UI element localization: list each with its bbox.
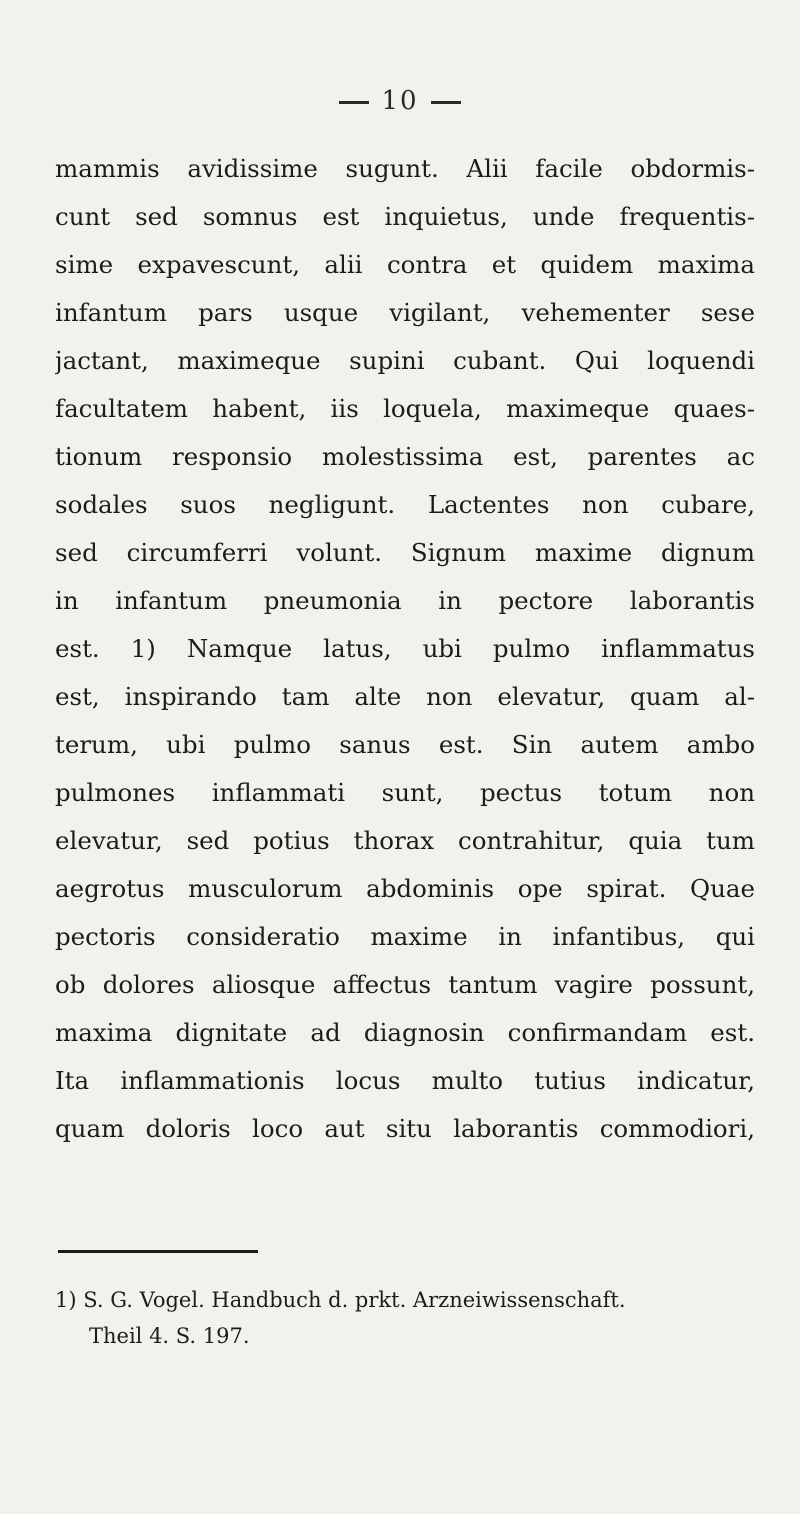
text-line: in infantum pneumonia in pectore laborantis (55, 586, 755, 615)
text-line: maxima dignitate ad diagnosin confirmandam est. (55, 1018, 755, 1047)
text-line: jactant, maximeque supini cubant. Qui loquendi (55, 346, 755, 375)
text-line: sime expavescunt, alii contra et quidem maxima (55, 250, 755, 279)
text-line: sodales suos negligunt. Lactentes non cubare, (55, 490, 755, 519)
text-line: est. 1) Namque latus, ubi pulmo inflammatus (55, 634, 755, 663)
footnote-line: 1) S. G. Vogel. Handbuch d. prkt. Arzneiwissenschaft. (55, 1288, 626, 1312)
text-line: tionum responsio molestissima est, parentes ac (55, 442, 755, 471)
text-line: facultatem habent, iis loquela, maximeque quaes- (55, 394, 755, 423)
page-number-text: 10 (381, 86, 419, 116)
text-line: cunt sed somnus est inquietus, unde frequentis- (55, 202, 755, 231)
text-line: infantum pars usque vigilant, vehementer sese (55, 298, 755, 327)
text-line: est, inspirando tam alte non elevatur, quam al- (55, 682, 755, 711)
dash-left (339, 101, 369, 104)
footnote (55, 1282, 755, 1354)
text-line: elevatur, sed potius thorax contrahitur, quia tum (55, 826, 755, 855)
text-line: Ita inflammationis locus multo tutius indicatur, (55, 1066, 755, 1095)
footnote-line: Theil 4. S. 197. (89, 1324, 250, 1348)
text-line: ob dolores aliosque affectus tantum vagire possunt, (55, 970, 755, 999)
footnote-separator (58, 1250, 258, 1253)
text-line: sed circumferri volunt. Signum maxime dignum (55, 538, 755, 567)
text-line: quam doloris loco aut situ laborantis commodiori, (55, 1114, 755, 1143)
page-number (0, 86, 800, 116)
text-line: pulmones inflammati sunt, pectus totum non (55, 778, 755, 807)
text-line: aegrotus musculorum abdominis ope spirat. Quae (55, 874, 755, 903)
text-line: mammis avidissime sugunt. Alii facile obdormis- (55, 154, 755, 183)
text-line: pectoris consideratio maxime in infantibus, qui (55, 922, 755, 951)
dash-right (431, 101, 461, 104)
text-line: terum, ubi pulmo sanus est. Sin autem ambo (55, 730, 755, 759)
body-text (55, 145, 755, 1153)
